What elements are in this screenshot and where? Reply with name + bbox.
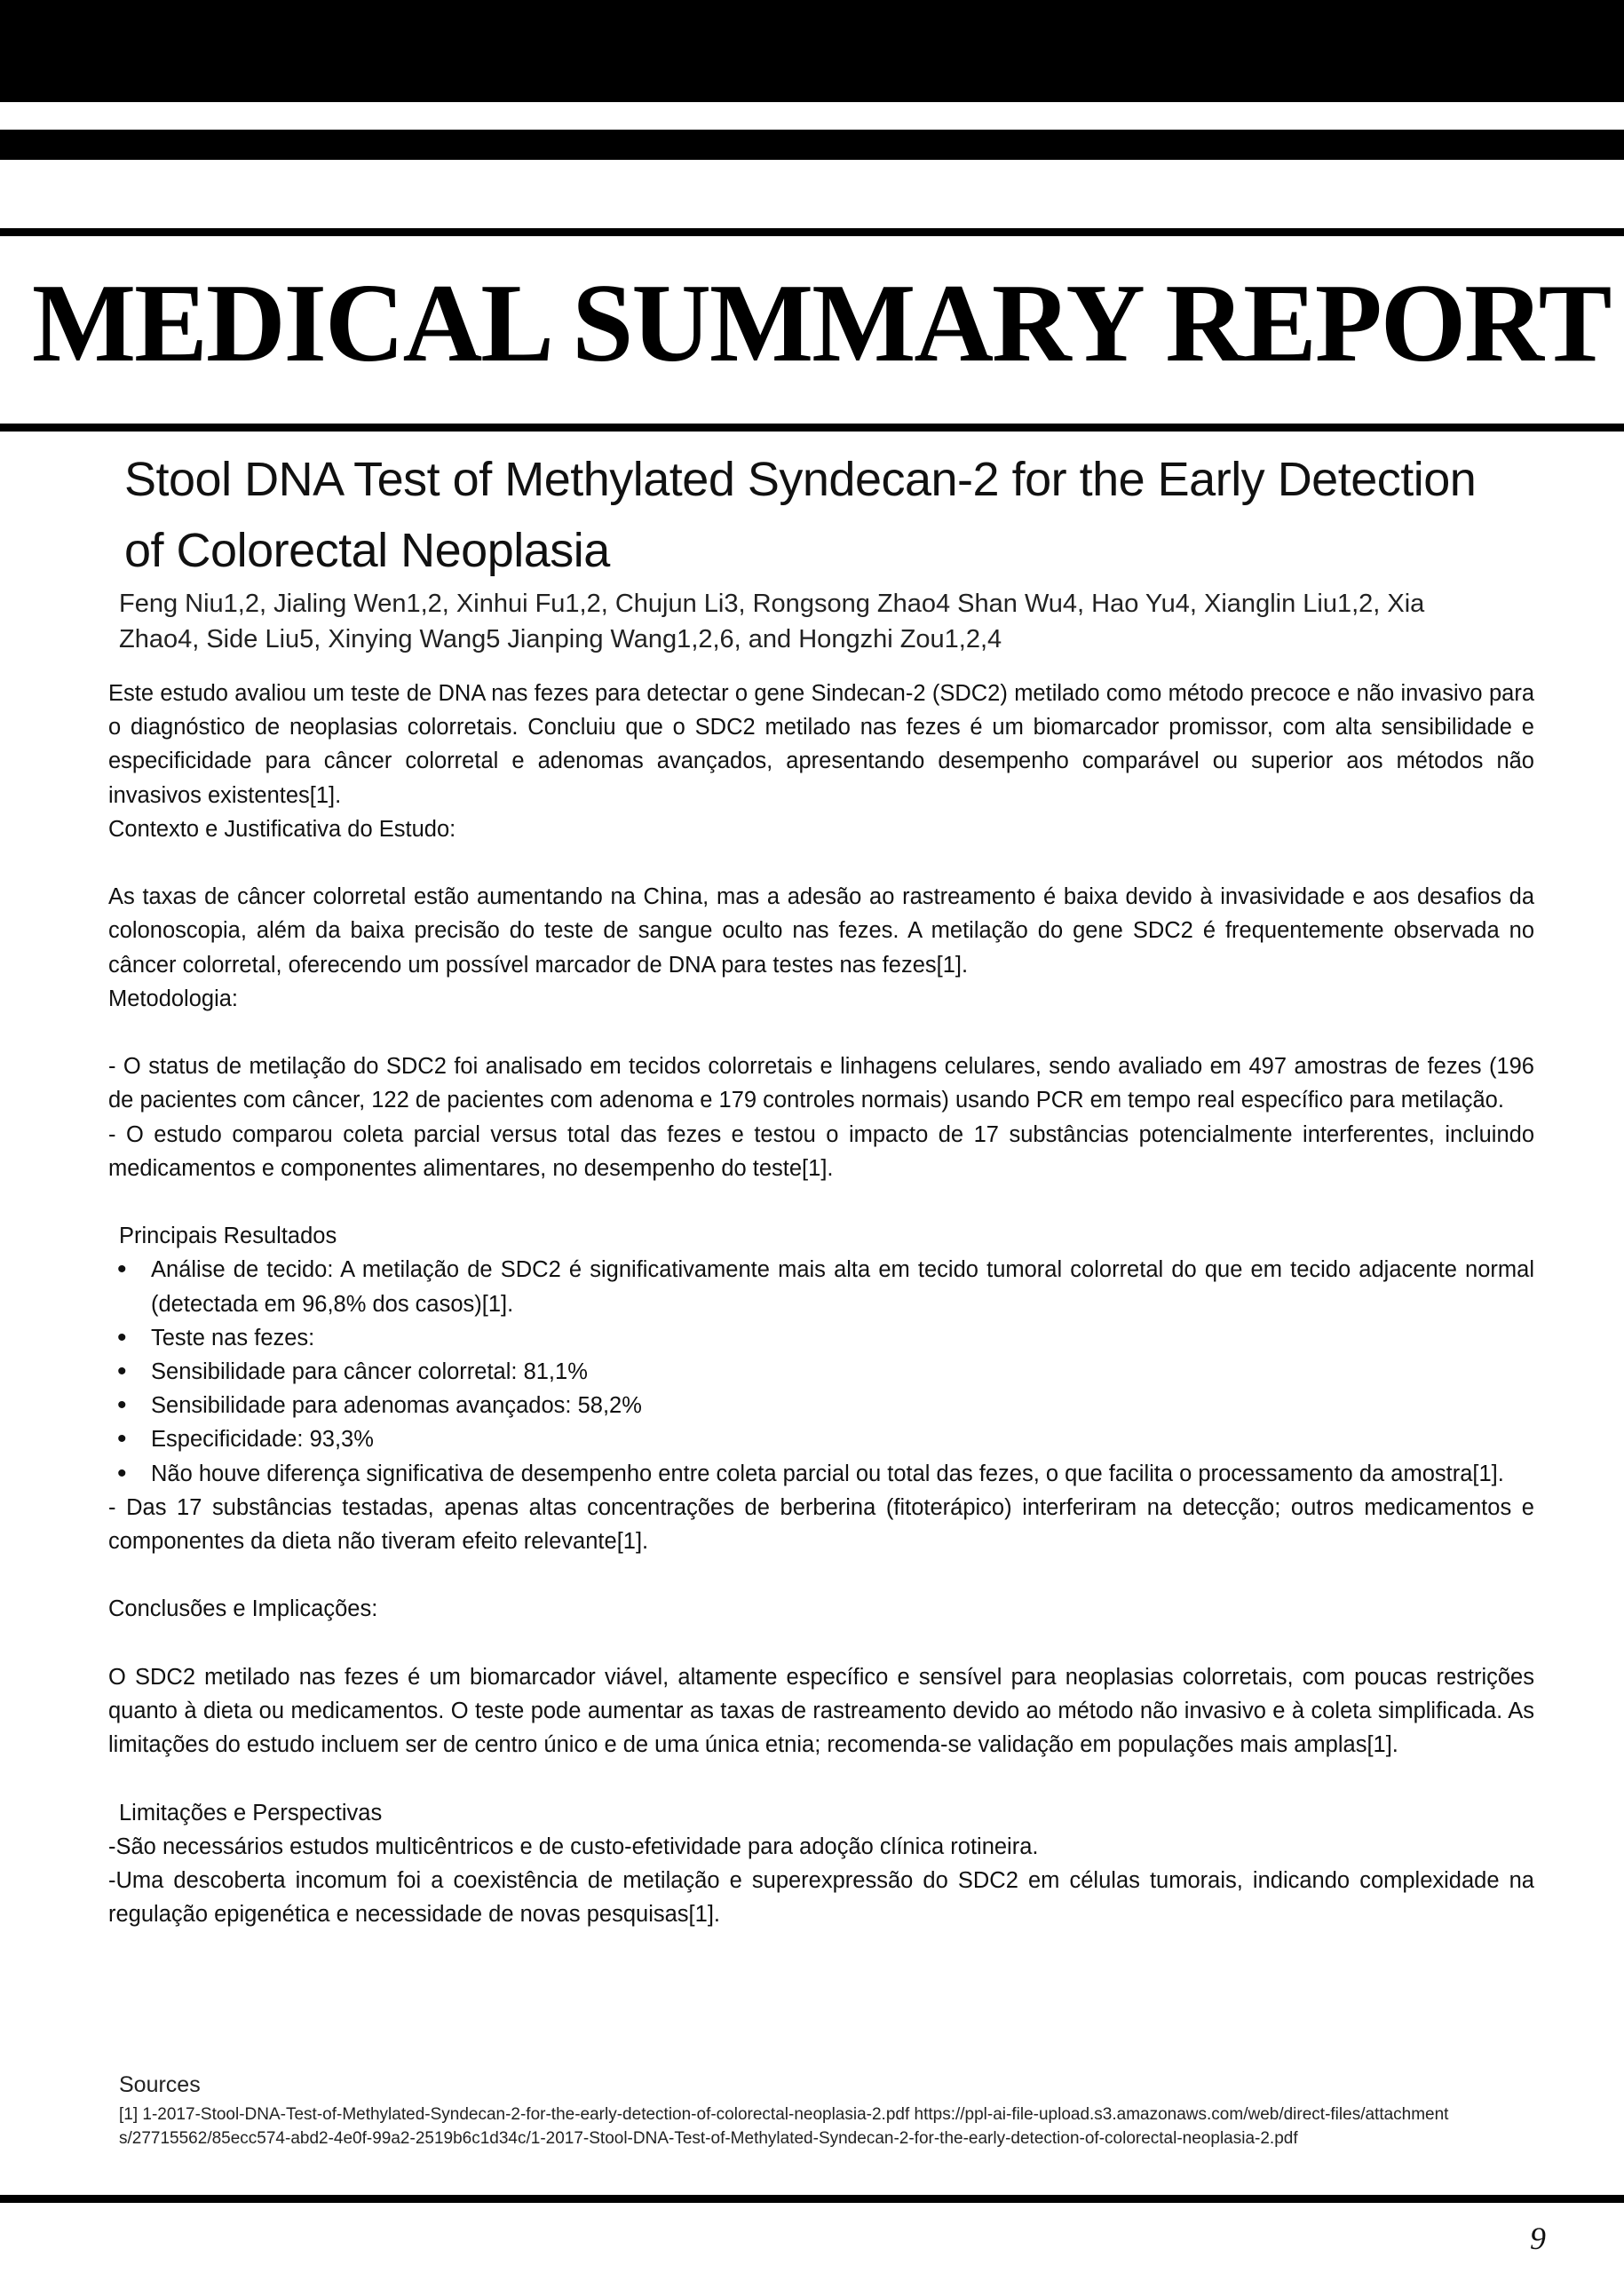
paper-title: Stool DNA Test of Methylated Syndecan-2 for the Early Detection of Colorectal Neoplasia [124,453,1477,577]
summary-body [108,677,1534,1931]
results-heading: Principais Resultados [119,1224,337,1249]
methodology-item: - O status de metilação do SDC2 foi analisado em tecidos colorretais e linhagens celulares, sendo avaliado em 497 amostras de fezes (196 de pacientes com câncer, 122 de pacientes com adenoma e 179 controles normais) usando PCR em tempo real específico para metilação. [108,1054,1534,1113]
context-heading: Contexto e Justificativa do Estudo: [108,816,456,842]
spacer [108,1185,1534,1219]
limitations-heading: Limitações e Perspectivas [119,1800,383,1826]
limitations-item: -Uma descoberta incomum foi a coexistência de metilação e superexpressão do SDC2 em células tumorais, indicando complexidade na regulação epigenética e necessidade de novas pesquisas[1]. [108,1868,1534,1928]
methodology-heading: Metodologia: [108,986,239,1011]
footer-rule [0,2195,1624,2203]
results-item: • Teste nas fezes: [151,1321,1534,1355]
results-list [108,1253,1534,1490]
limitations-item: -São necessários estudos multicêntricos e de custo-efetividade para adoção clínica rotineira. [108,1833,1039,1859]
paper-authors: Feng Niu1,2, Jialing Wen1,2, Xinhui Fu1,2, Chujun Li3, Rongsong Zhao4 Shan Wu4, Hao Yu4, Xianglin Liu1,2, Xia Zhao4, Side Liu5, Xinying Wang5 Jianping Wang1,2,6, and Hongzhi Zou1,2,4 [119,590,1425,653]
header-black-band [0,0,1624,102]
spacer [108,1016,1534,1049]
spacer [108,1558,1534,1592]
header-stripe [0,130,1624,160]
results-item: • Sensibilidade para adenomas avançados: 58,2% [151,1389,1534,1422]
results-item: • Sensibilidade para câncer colorretal: 81,1% [151,1355,1534,1389]
sources-heading: Sources [119,2072,201,2097]
page-number: 9 [1530,2221,1546,2256]
spacer [108,846,1534,880]
results-note: - Das 17 substâncias testadas, apenas altas concentrações de berberina (fitoterápico) interferiram na detecção; outros medicamentos e componentes da dieta não tiveram efeito relevante[1]. [108,1494,1534,1555]
conclusions-paragraph: O SDC2 metilado nas fezes é um biomarcador viável, altamente específico e sensível para neoplasias colorretais, com poucas restrições quanto à dieta ou medicamentos. O teste pode aumentar as taxas de rastreamento devido ao método não invasivo e à coleta simplificada. As limitações do estudo incluem ser de centro único e de uma única etnia; recomenda-se validação em populações mais amplas[1]. [108,1664,1534,1758]
results-item: • Análise de tecido: A metilação de SDC2 é significativamente mais alta em tecido tumoral colorretal do que em tecido adjacente normal (detectada em 96,8% dos casos)[1]. [151,1253,1534,1320]
spacer [108,1762,1534,1795]
report-title: MEDICAL SUMMARY REPORT [32,262,1611,385]
title-top-rule [0,228,1624,236]
intro-paragraph: Este estudo avaliou um teste de DNA nas fezes para detectar o gene Sindecan-2 (SDC2) metilado como método precoce e não invasivo para o diagnóstico de neoplasias colorretais. Concluiu que o SDC2 metilado nas fezes é um biomarcador promissor, com alta sensibilidade e especificidade para câncer colorretal e adenomas avançados, apresentando desempenho comparável ou superior aos métodos não invasivos existentes[1]. [108,681,1534,808]
source-entry: [1] 1-2017-Stool-DNA-Test-of-Methylated-Syndecan-2-for-the-early-detection-of-colorectal-neoplasia-2.pdf https://ppl-ai-file-upload.s3.amazonaws.com/web/direct-files/attachments/27715562/85ecc574-abd2-4e0f-99a2-2519b6c1d34c/1-2017-Stool-DNA-Test-of-Methylated-Syndecan-2-for-the-early-detection-of-colorectal-neoplasia-2.pdf [119,2105,1449,2148]
spacer [108,1627,1534,1660]
results-item: • Especificidade: 93,3% [151,1422,1534,1456]
methodology-item: - O estudo comparou coleta parcial versus total das fezes e testou o impacto de 17 substâncias potencialmente interferentes, incluindo medicamentos e componentes alimentares, no desempenho do teste[1]. [108,1121,1534,1181]
conclusions-heading: Conclusões e Implicações: [108,1596,378,1622]
title-bottom-rule [0,424,1624,432]
results-item: • Não houve diferença significativa de desempenho entre coleta parcial ou total das fezes, o que facilita o processamento da amostra[1]. [151,1457,1534,1491]
context-paragraph: As taxas de câncer colorretal estão aumentando na China, mas a adesão ao rastreamento é baixa devido à invasividade e aos desafios da colonoscopia, além da baixa precisão do teste de sangue oculto nas fezes. A metilação do gene SDC2 é frequentemente observada no câncer colorretal, oferecendo um possível marcador de DNA para testes nas fezes[1]. [108,884,1534,978]
